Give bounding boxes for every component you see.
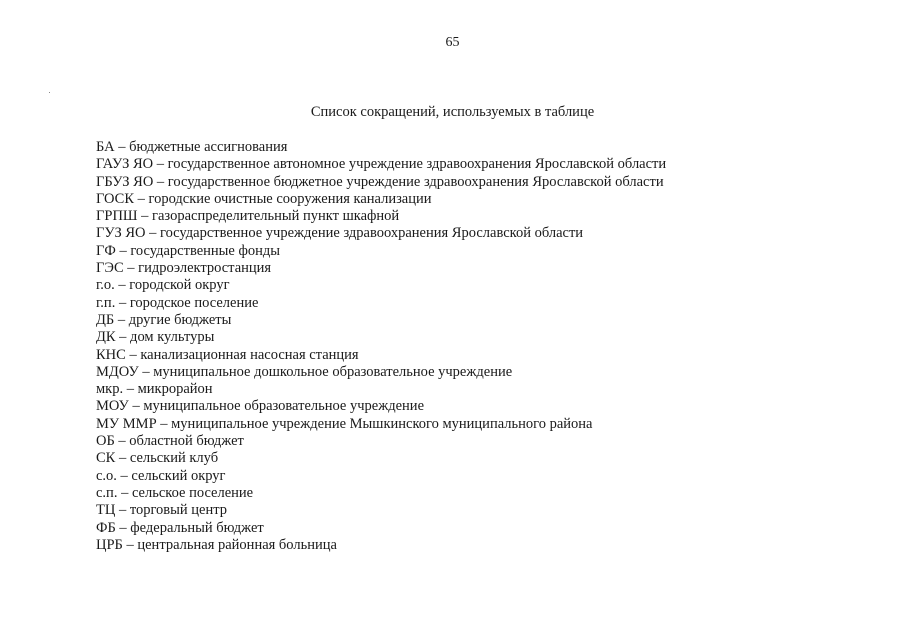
- abbreviation-item-mou: МОУ – муниципальное образовательное учреждение: [96, 398, 425, 415]
- abbreviation-item-mdou: МДОУ – муниципальное дошкольное образовательное учреждение: [96, 363, 513, 380]
- abbreviation-item-gosk: ГОСК – городские очистные сооружения канализации: [96, 190, 432, 207]
- abbreviation-item-grpsh: ГРПШ – газораспределительный пункт шкафной: [96, 208, 400, 225]
- abbreviation-item-go: г.о. – городской округ: [96, 277, 230, 294]
- abbreviation-item-sk: СК – сельский клуб: [96, 450, 219, 467]
- abbreviation-item-kns: КНС – канализационная насосная станция: [96, 346, 359, 363]
- page-heading: Список сокращений, используемых в таблице: [310, 104, 595, 120]
- abbreviation-item-dk: ДК – дом культуры: [96, 329, 215, 346]
- abbreviation-item-so: с.о. – сельский округ: [96, 467, 226, 484]
- abbreviation-item-sp: с.п. – сельское поселение: [96, 484, 254, 501]
- abbreviation-list: [96, 139, 666, 554]
- abbreviation-item-guz-yao: ГУЗ ЯО – государственное учреждение здравоохранения Ярославской области: [96, 225, 584, 242]
- abbreviation-item-gauz-yao: ГАУЗ ЯО – государственное автономное учреждение здравоохранения Ярославской области: [96, 156, 667, 173]
- abbreviation-item-gp: г.п. – городское поселение: [96, 294, 259, 311]
- abbreviation-item-tc: ТЦ – торговый центр: [96, 502, 228, 519]
- abbreviation-item-gf: ГФ – государственные фонды: [96, 242, 280, 259]
- abbreviation-item-ba: БА – бюджетные ассигнования: [96, 139, 288, 155]
- page-number: 65: [445, 35, 460, 50]
- abbreviation-item-mkr: мкр. – микрорайон: [96, 381, 213, 398]
- abbreviation-item-crb: ЦРБ – центральная районная больница: [96, 536, 337, 553]
- abbreviation-item-ob: ОБ – областной бюджет: [96, 433, 244, 450]
- abbreviation-item-gbuz-yao: ГБУЗ ЯО – государственное бюджетное учреждение здравоохранения Ярославской области: [96, 173, 664, 190]
- abbreviation-item-fb: ФБ – федеральный бюджет: [96, 519, 264, 536]
- abbreviation-item-db: ДБ – другие бюджеты: [96, 311, 232, 328]
- abbreviation-item-ges: ГЭС – гидроэлектростанция: [96, 260, 272, 277]
- scan-speck: [49, 92, 50, 93]
- abbreviation-item-mu-mmr: МУ ММР – муниципальное учреждение Мышкинского муниципального района: [96, 415, 593, 432]
